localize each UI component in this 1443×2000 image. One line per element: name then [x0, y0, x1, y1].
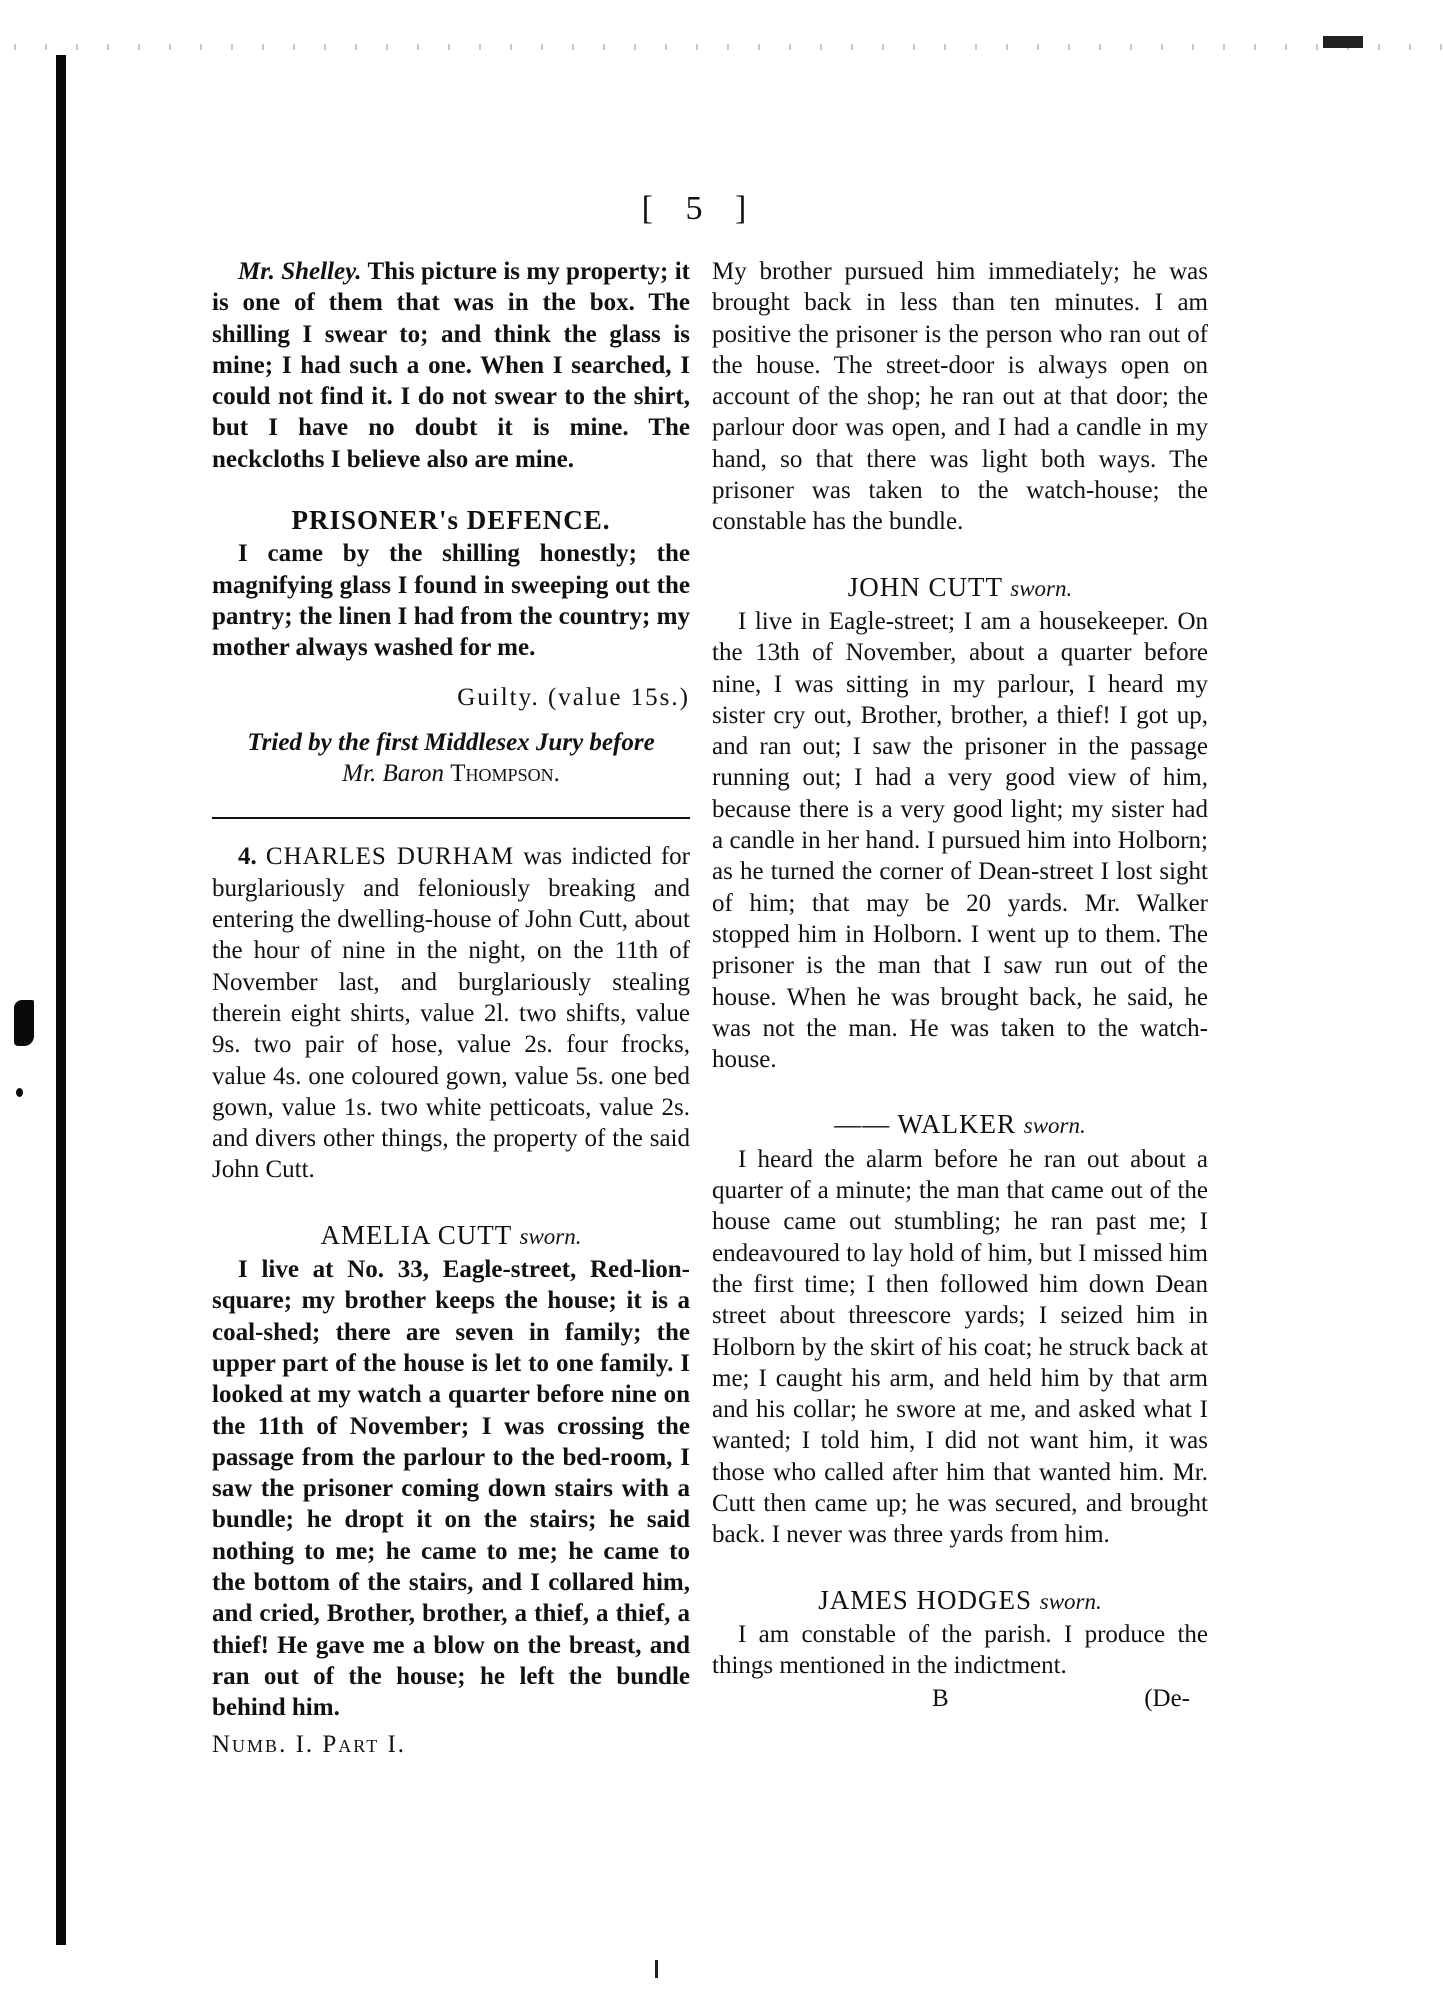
testimony-text: This picture is my property; it is one of them that was in the box. The shilling I swear to; and think the glass is mine; I had such a one. When I searched, I could not find it. I do not swear to the shirt, but I have no doubt it is mine. The neckcloths I believe also are mine.	[212, 258, 690, 473]
judge-prefix: Mr. Baron	[342, 760, 445, 788]
defence-heading: PRISONER's DEFENCE.	[291, 505, 611, 536]
defendant-name: CHARLES DURHAM	[265, 843, 515, 871]
witness-testimony: I am constable of the parish. I produce the things mentioned in the indictment.	[712, 1620, 1208, 1680]
case-paragraph	[212, 841, 690, 1185]
witness-heading	[712, 1109, 1208, 1141]
binding-ink-dot	[16, 1088, 23, 1097]
defence-text: I came by the shilling honestly; the magnifying glass I found in sweeping out the pantry; the linen I had from the country; my mother always washed for me.	[212, 540, 690, 662]
catchword: (De-	[1144, 1685, 1190, 1713]
testimony-paragraph	[212, 256, 690, 475]
continued-testimony: My brother pursued him immediately; he was brought back in less than ten minutes. I am positive the prisoner is the person who ran out of the house. The street-door is always open on account of the shop; he ran out at that door; the parlour door was open, and I had a candle in my hand, so that there was light both ways. The prisoner was taken to the watch-house; the constable has the bundle.	[712, 258, 1208, 536]
witness-heading	[712, 1585, 1208, 1617]
page-number: [ 5 ]	[641, 190, 759, 227]
witness-name: —— WALKER	[834, 1109, 1016, 1140]
page-top-edge	[0, 44, 1443, 50]
binding-edge	[56, 55, 66, 1945]
stray-mark	[655, 1960, 658, 1978]
judge-name: Thompson.	[450, 760, 560, 788]
judge-line	[212, 758, 690, 789]
signature-footer: Numb. I. Part I.	[212, 1731, 407, 1759]
sworn-label: sworn.	[1010, 575, 1073, 601]
witness-testimony: I heard the alarm before he ran out about a quarter of a minute; the man that came out of the house came out stumbling; he ran past me; I endeavoured to lay hold of him, but I missed him the first time; I then followed him down Dean street about threescore yards; I seized him in Holborn by the skirt of his coat; he struck back at me; I caught his arm, and held him by that arm and his collar; he swore at me, and asked what I wanted; I told him, I did not want him, it was those who called after him that wanted him. Mr. Cutt then came up; he was secured, and brought back. I never was three yards from him.	[712, 1145, 1208, 1549]
case-number: 4.	[238, 843, 257, 871]
witness-name: AMELIA CUTT	[320, 1219, 512, 1250]
witness-testimony: I live at No. 33, Eagle-street, Red-lion-square; my brother keeps the house; it is a coal-shed; there are seven in family; the upper part of the house is let to one family. I looked at my watch a quarter before nine on the 11th of November; I was crossing the passage from the parlour to the bed-room, I saw the prisoner coming down stairs with a bundle; he dropt it on the stairs; he said nothing to me; he came to me; he came to the bottom of the stairs, and I collared him, and cried, Brother, brother, a thief, a thief, a thief! He gave me a blow on the breast, and ran out of the house; he left the bundle behind him.	[212, 1256, 690, 1722]
section-divider	[212, 817, 690, 819]
right-column	[712, 256, 1208, 1714]
witness-testimony: I live in Eagle-street; I am a housekeeper. On the 13th of November, about a quarter before nine, I was sitting in my parlour, I heard my sister cry out, Brother, brother, a thief! I got up, and ran out; I saw the prisoner in the passage running out; I had a very good view of him, because there is a very good light; my sister had a candle in her hand. I pursued him into Holborn; as he turned the corner of Dean-street I lost sight of him; that may be 20 yards. Mr. Walker stopped him in Holborn. I went up to them. The prisoner is the man that I saw run out of the house. When he was brought back, he said, he was not the man. He was taken to the watch-house.	[712, 607, 1208, 1074]
sworn-label: sworn.	[519, 1223, 582, 1249]
page-top-corner-mark	[1323, 36, 1363, 48]
tried-line: Tried by the first Middlesex Jury before	[247, 728, 655, 756]
catchword-line	[712, 1683, 1208, 1714]
witness-heading	[712, 572, 1208, 604]
speaker-name: Mr. Shelley.	[238, 258, 362, 285]
witness-name: JAMES HODGES	[818, 1584, 1033, 1615]
sworn-label: sworn.	[1023, 1113, 1086, 1139]
verdict: Guilty. (value 15s.)	[457, 683, 690, 711]
signature-mark: B	[932, 1685, 949, 1713]
case-text: was indicted for burglariously and feloniously breaking and entering the dwelling-house of John Cutt, about the hour of nine in the night, on the 11th of November last, and burglariously stealing therein eight shirts, value 2l. two shifts, value 9s. two pair of hose, value 2s. four frocks, value 4s. one coloured gown, value 5s. one bed gown, value 1s. two white petticoats, value 2s. and divers other things, the property of the said John Cutt.	[212, 843, 691, 1184]
sworn-label: sworn.	[1039, 1588, 1102, 1614]
witness-heading	[212, 1220, 690, 1252]
left-column	[212, 256, 690, 1761]
witness-name: JOHN CUTT	[847, 571, 1003, 602]
binding-ink-blot	[14, 1000, 34, 1046]
